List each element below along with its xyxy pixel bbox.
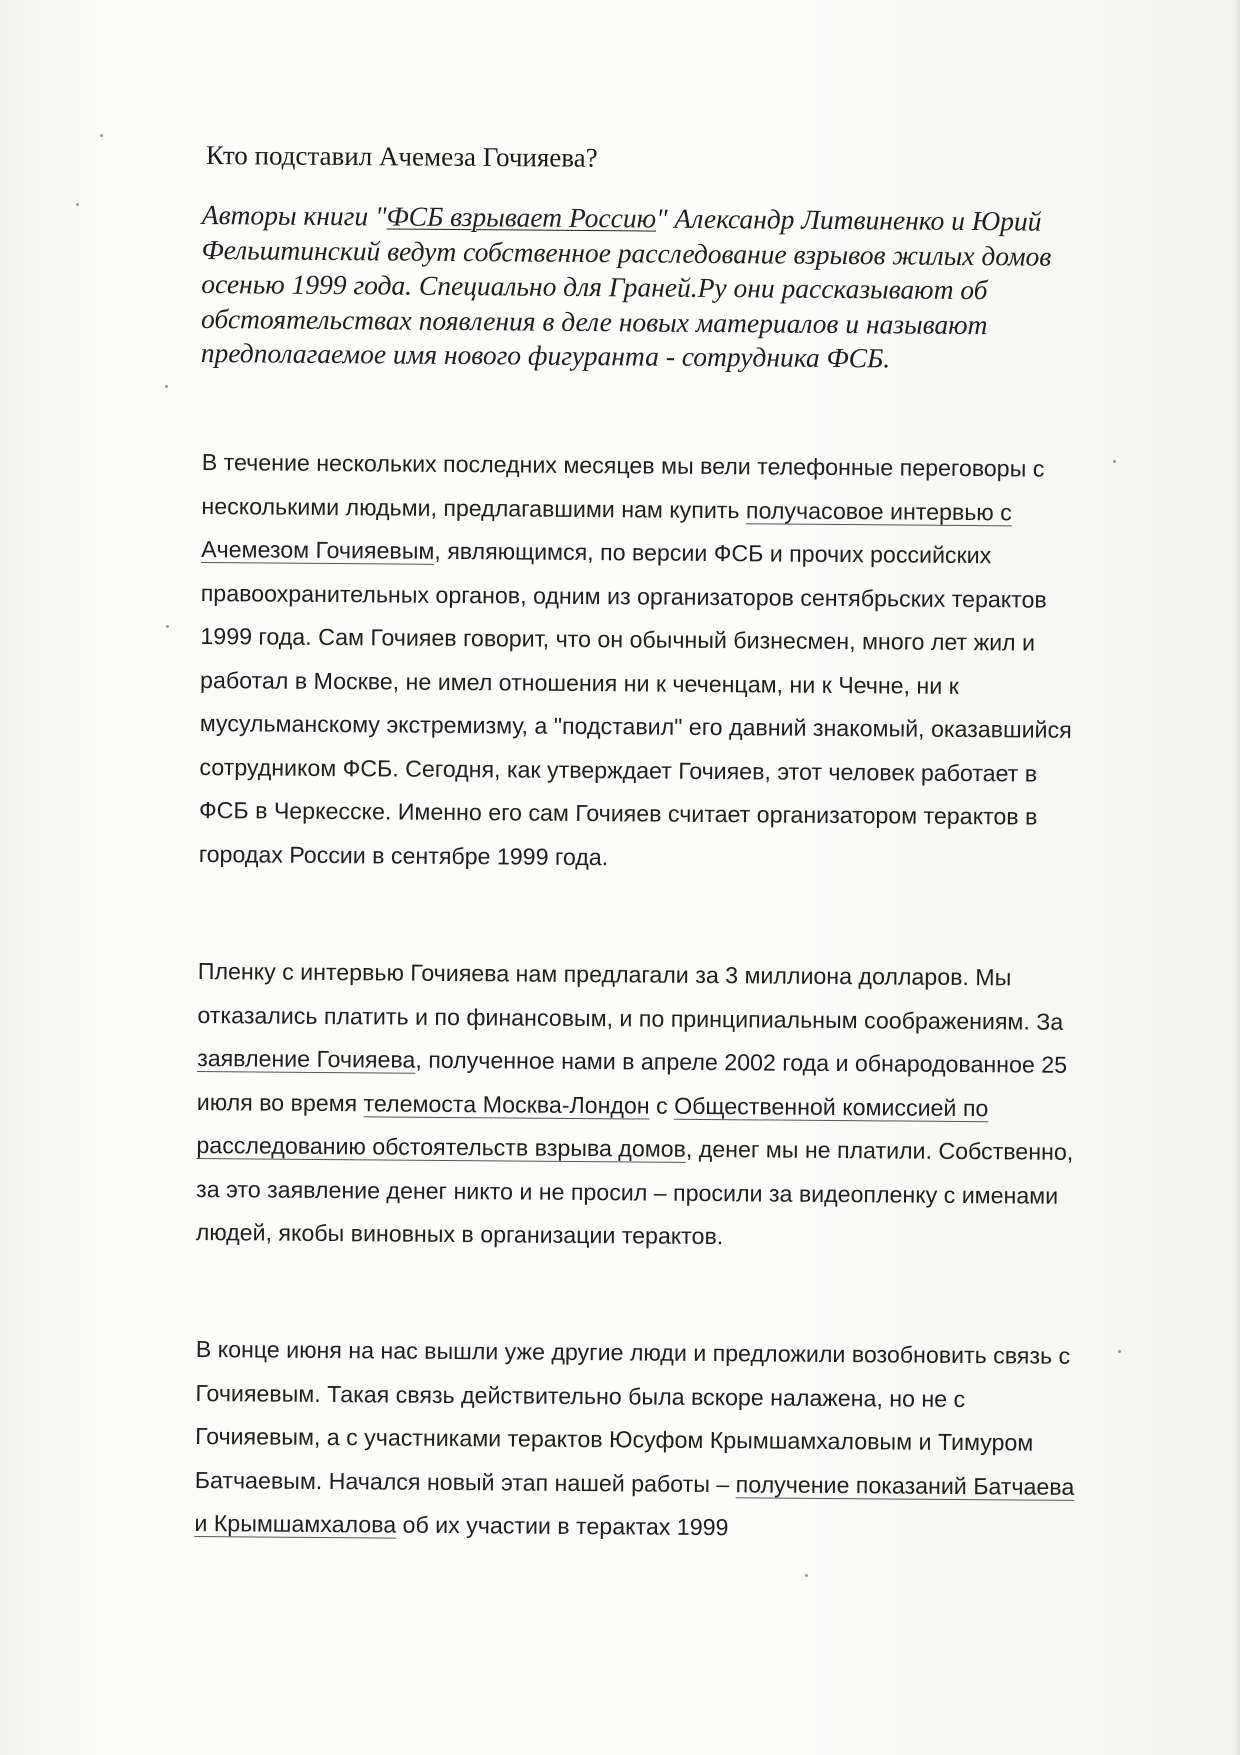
paragraph-3 [194,1328,1076,1552]
paragraph-2-text-1: Пленку с интервью Гочияева нам предлагали за 3 миллиона долларов. Мы отказались платить и по финансовым, и по принципиальным соображениям. За [197,957,1064,1035]
paragraph-1-text-before: В течение нескольких последних месяцев мы вели телефонные переговоры с несколькими людьми, предлагавшими нам купить [201,448,1045,523]
paragraph-3-text-after: об их участии в терактах 1999 [396,1511,729,1541]
commission-link[interactable]: Общественной комиссией по расследованию обстоятельств взрыва домов [196,1092,989,1162]
paragraph-2-text-4: , денег мы не платили. Собственно, за это заявление денег никто и не просил – просили за видеопленку с именами людей, якобы виновных в организации терактов. [195,1135,1074,1250]
scan-speck [100,134,103,137]
book-link[interactable]: ФСБ взрывает Россию [386,200,657,234]
article-title: Кто подставил Ачемеза Гочияева? [205,140,598,173]
scan-speck [166,625,169,628]
scan-speck [805,1574,808,1577]
paragraph-3-text-before: В конце июня на нас вышли уже другие люди и предложили возобновить связь с Гочияевым. Такая связь действительно была вскоре налажена, но не с Гочияевым, а с участниками терактов Юсуфом Крымшамхаловым и Тимуром Батчаевым. Начался новый этап нашей работы – [194,1335,1071,1497]
testimony-link[interactable]: получение показаний Батчаева и Крымшамхалова [194,1470,1075,1538]
scan-speck [76,203,79,206]
paragraph-1 [199,441,1082,883]
article-lead [201,198,1062,377]
scan-speck [165,385,168,388]
paragraph-1-text-after: , являющимся, по версии ФСБ и прочих российских правоохранительных органов, одним из организаторов сентябрьских терактов 1999 года. Сам Гочияев говорит, что он обычный бизнесмен, много лет жил и работал в Москве, не имел отношения ни к чеченцам, ни к Чечне, ни к мусульманскому экстремизму, а "подставил" его давний знакомый, оказавшийся сотрудником ФСБ. Сегодня, как утверждает Гочияев, этот человек работает в ФСБ в Черкесске. Именно его сам Гочияев считает организатором терактов в городах России в сентябре 1999 года. [198,537,1072,870]
scan-speck [1113,460,1116,463]
scan-speck [1118,1350,1121,1353]
statement-link[interactable]: заявление Гочияева [197,1044,416,1073]
paragraph-2-text-2: , полученное нами в апреле 2002 года и обнародованное 25 июля во время [196,1046,1068,1116]
paragraph-2-text-3: с [649,1092,675,1119]
interview-link[interactable]: получасовое интервью с Ачемезом Гочияевым [201,496,1012,564]
lead-text-before: Авторы книги " [201,198,387,232]
lead-text-after: " Александр Литвиненко и Юрий Фельштинский ведут собственное расследование взрывов жилых домов осенью 1999 года. Специально для Граней.Ру они рассказывают об обстоятельствах появления в деле новых материалов и называют предполагаемое имя нового фигуранта - сотрудника ФСБ. [200,202,1052,374]
paragraph-2 [196,950,1078,1261]
telebridge-link[interactable]: телемоста Москва-Лондон [363,1089,650,1119]
